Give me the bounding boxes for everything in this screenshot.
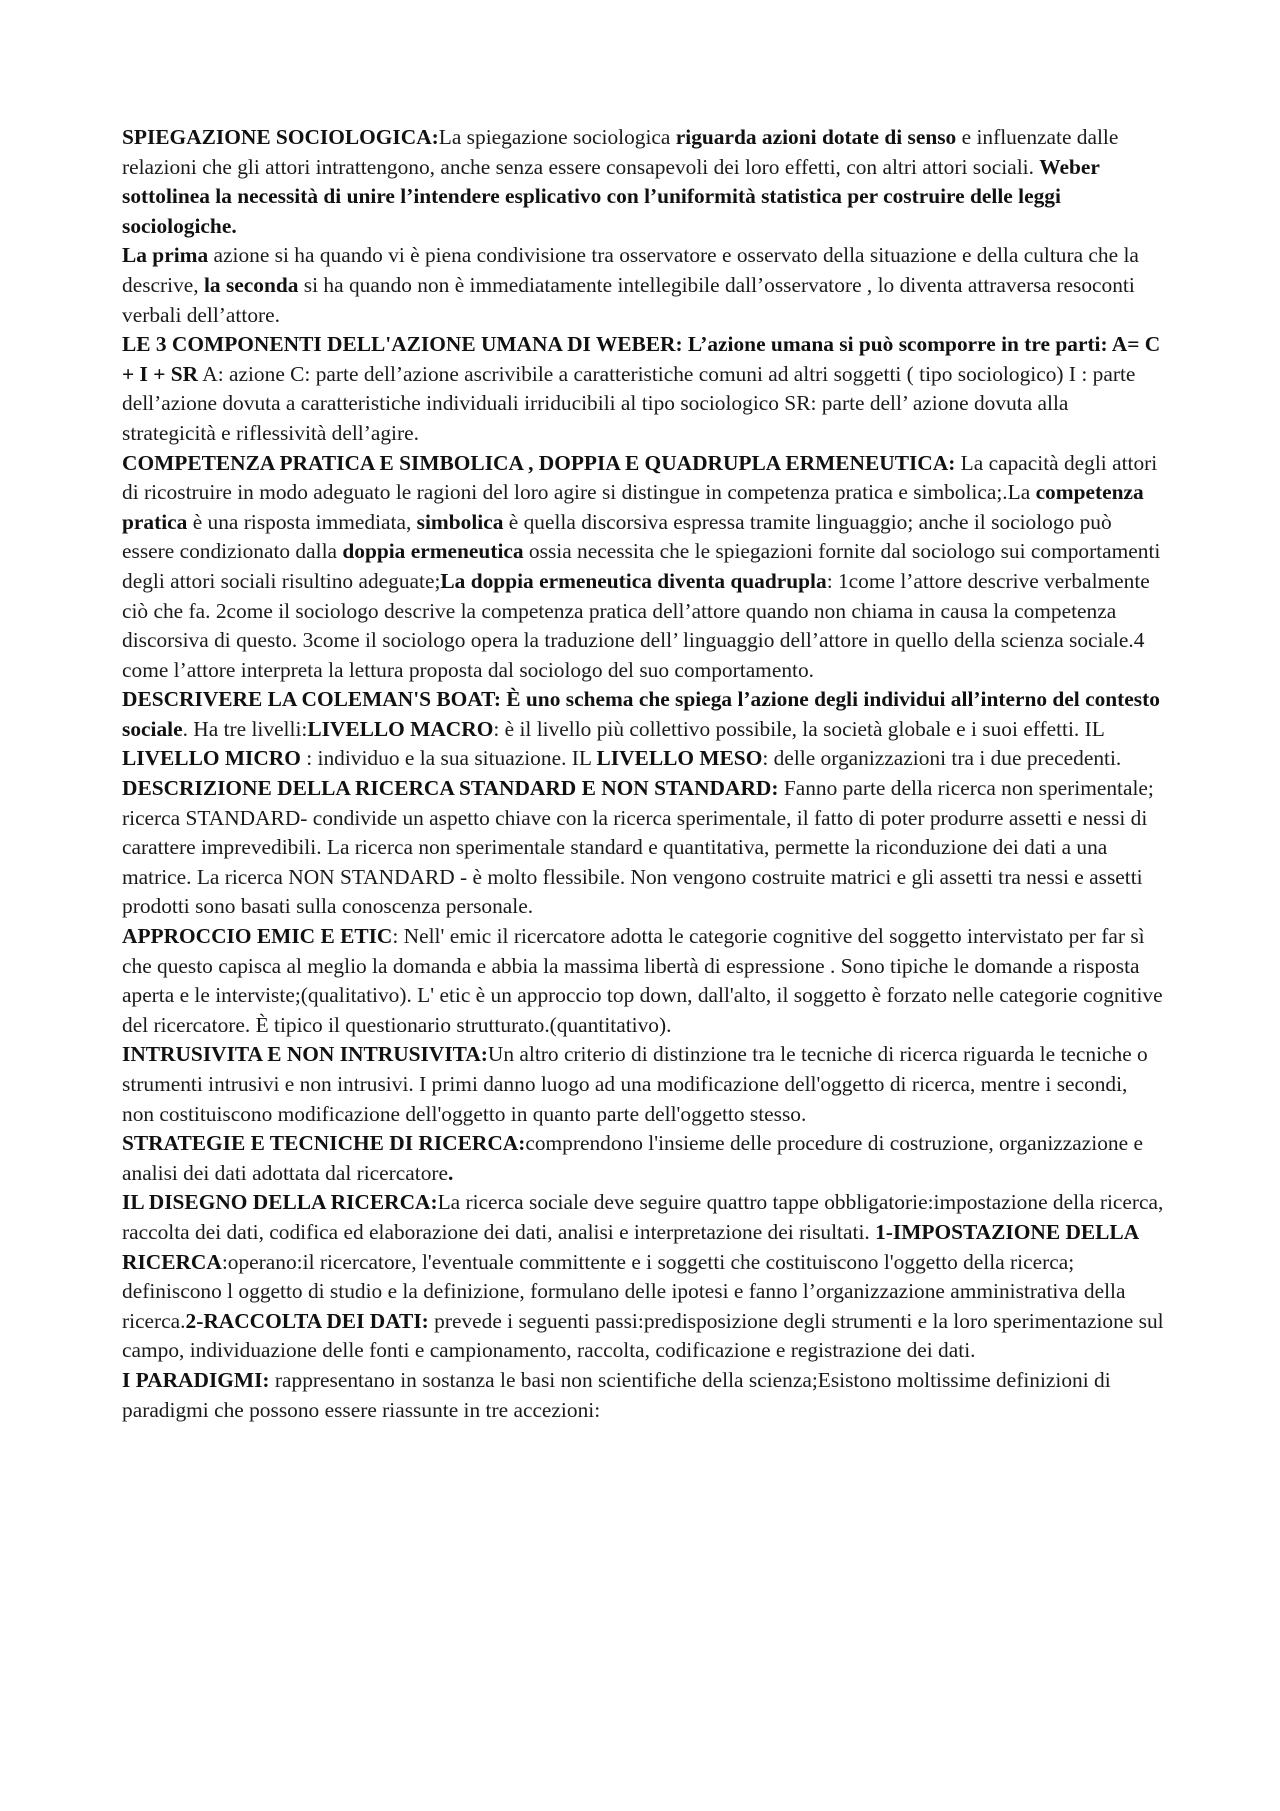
paragraph xyxy=(122,1129,1164,1188)
bold-text: STRATEGIE E TECNICHE DI RICERCA: xyxy=(122,1131,526,1156)
body-text: comprendono l'insieme delle procedure di costruzione, organizzazione e analisi dei dati adottata dal ricercatore xyxy=(122,1131,1143,1185)
bold-text: IL DISEGNO DELLA RICERCA: xyxy=(122,1190,438,1215)
paragraph xyxy=(122,774,1164,922)
bold-text: COMPETENZA PRATICA E SIMBOLICA , DOPPIA E QUADRUPLA ERMENEUTICA: xyxy=(122,450,956,475)
bold-text: la seconda xyxy=(203,272,299,297)
bold-text: LIVELLO MICRO xyxy=(122,746,301,771)
paragraph xyxy=(122,1366,1164,1425)
document-page xyxy=(122,123,1164,1425)
bold-text: Weber sottolinea la necessità di unire l’intendere esplicativo con l’uniformità statistica per costruire delle leggi sociologiche. xyxy=(122,154,1100,238)
bold-text: riguarda azioni dotate di senso xyxy=(675,125,957,149)
body-text: : è il livello più collettivo possibile, la società globale e i suoi effetti. IL xyxy=(493,716,1105,741)
body-text: :operano:il ricercatore, l'eventuale committente e i soggetti che costituiscono l'oggetto della ricerca; definiscono l oggetto di studio e la definizione, formulano delle ipotesi e fanno l’organizzazione amministrativa della ricerca. xyxy=(122,1249,1126,1333)
body-text: Un altro criterio di distinzione tra le tecniche di ricerca riguarda le tecniche o strumenti intrusivi e non intrusivi. I primi danno luogo ad una modificazione dell'oggetto di ricerca, mentre i secondi, non costituiscono modificazione dell'oggetto in quanto parte dell'oggetto stesso. xyxy=(122,1042,1148,1126)
bold-text: I PARADIGMI: xyxy=(122,1367,270,1392)
bold-text: La prima xyxy=(122,243,209,268)
body-text: La spiegazione sociologica xyxy=(438,125,676,149)
body-text: è quella discorsiva espressa tramite linguaggio; anche il sociologo può essere condizionato dalla xyxy=(122,509,1112,564)
paragraph xyxy=(122,1040,1164,1129)
body-text: : 1come l’attore descrive verbalmente ciò che fa. 2come il sociologo descrive la competenza pratica dell’attore quando non chiama in causa la competenza discorsiva di questo. 3come il sociologo opera la traduzione dell’ linguaggio dell’attore in quello della scienza sociale.4 come l’attore interpreta la lettura proposta dal sociologo del suo comportamento. xyxy=(122,568,1150,682)
bold-text: SPIEGAZIONE SOCIOLOGICA: xyxy=(122,125,439,149)
body-text: La capacità degli attori di ricostruire in modo adeguato le ragioni del loro agire si distingue in competenza pratica e simbolica;.La xyxy=(122,450,1158,505)
bold-text: 1-IMPOSTAZIONE DELLA RICERCA xyxy=(122,1219,1138,1274)
body-text: Fanno parte della ricerca non sperimentale; ricerca STANDARD- condivide un aspetto chiave con la ricerca sperimentale, il fatto di poter produrre assetti e nessi di carattere imprevedibili. La ricerca non sperimentale standard e quantitativa, permette la riconduzione dei dati a una matrice. La ricerca NON STANDARD - è molto flessibile. Non vengono costruite matrici e gli assetti tra nessi e assetti prodotti sono basati sulla conoscenza personale. xyxy=(122,776,1154,919)
paragraph xyxy=(122,449,1164,686)
bold-text: LIVELLO MACRO xyxy=(307,716,494,741)
body-text: A: azione C: parte dell’azione ascrivibile a caratteristiche comuni ad altri soggetti ( tipo sociologico) I : parte dell’azione dovuta a caratteristiche individuali irriducibili al tipo sociologico SR: parte dell’ azione dovuta alla strategicità e riflessività dell’agire. xyxy=(122,361,1136,445)
paragraph xyxy=(122,330,1164,448)
bold-text: La doppia ermeneutica diventa quadrupla xyxy=(440,568,827,593)
paragraph xyxy=(122,1188,1164,1366)
body-text: La ricerca sociale deve seguire quattro tappe obbligatorie:impostazione della ricerca, raccolta dei dati, codifica ed elaborazione dei dati, analisi e interpretazione dei risultati. xyxy=(122,1190,1164,1244)
bold-text: competenza pratica xyxy=(122,480,1144,534)
paragraph xyxy=(122,685,1164,774)
body-text: . Ha tre livelli: xyxy=(182,716,308,741)
bold-text: LE 3 COMPONENTI DELL'AZIONE UMANA DI WEBER: L’azione umana si può scomporre in tre parti: A= C + I + SR xyxy=(122,332,1161,386)
bold-text: . xyxy=(448,1160,454,1185)
bold-text: 2-RACCOLTA DEI DATI: xyxy=(185,1308,429,1333)
body-text: : delle organizzazioni tra i due precedenti. xyxy=(762,746,1122,771)
paragraph xyxy=(122,241,1164,330)
paragraph xyxy=(122,922,1164,1040)
bold-text: LIVELLO MESO xyxy=(596,746,763,771)
body-text: ossia necessita che le spiegazioni fornite dal sociologo sui comportamenti degli attori sociali risultino adeguate; xyxy=(122,539,1161,593)
body-text: : individuo e la sua situazione. IL xyxy=(300,746,597,771)
bold-text: APPROCCIO EMIC E ETIC xyxy=(122,924,393,949)
body-text: : Nell' emic il ricercatore adotta le categorie cognitive del soggetto intervistato per far sì che questo capisca al meglio la domanda e abbia la massima libertà di espressione . Sono tipiche le domande a risposta aperta e le interviste;(qualitativo). L' etic è un approccio top down, dall'alto, il soggetto è forzato nelle categorie cognitive del ricercatore. È tipico il questionario strutturato.(quantitativo). xyxy=(122,924,1163,1037)
body-text: azione si ha quando vi è piena condivisione tra osservatore e osservato della situazione e della cultura che la descrive, xyxy=(122,243,1139,297)
body-text: è una risposta immediata, xyxy=(187,509,417,534)
paragraph xyxy=(122,123,1164,241)
bold-text: doppia ermeneutica xyxy=(342,539,524,564)
bold-text: DESCRIZIONE DELLA RICERCA STANDARD E NON STANDARD: xyxy=(122,776,779,801)
body-text: si ha quando non è immediatamente intellegibile dall’osservatore , lo diventa attraversa resoconti verbali dell’attore. xyxy=(122,272,1135,327)
body-text: e influenzate dalle relazioni che gli attori intrattengono, anche senza essere consapevoli dei loro effetti, con altri attori sociali. xyxy=(122,125,1119,179)
bold-text: INTRUSIVITA E NON INTRUSIVITA: xyxy=(122,1042,488,1067)
bold-text: simbolica xyxy=(416,509,504,534)
body-text: prevede i seguenti passi:predisposizione degli strumenti e la loro sperimentazione sul campo, individuazione delle fonti e campionamento, raccolta, codificazione e registrazione dei dati. xyxy=(122,1308,1164,1363)
body-text: rappresentano in sostanza le basi non scientifiche della scienza;Esistono moltissime definizioni di paradigmi che possono essere riassunte in tre accezioni: xyxy=(122,1367,1111,1422)
bold-text: DESCRIVERE LA COLEMAN'S BOAT: È uno schema che spiega l’azione degli individui all’interno del contesto sociale xyxy=(122,687,1160,741)
